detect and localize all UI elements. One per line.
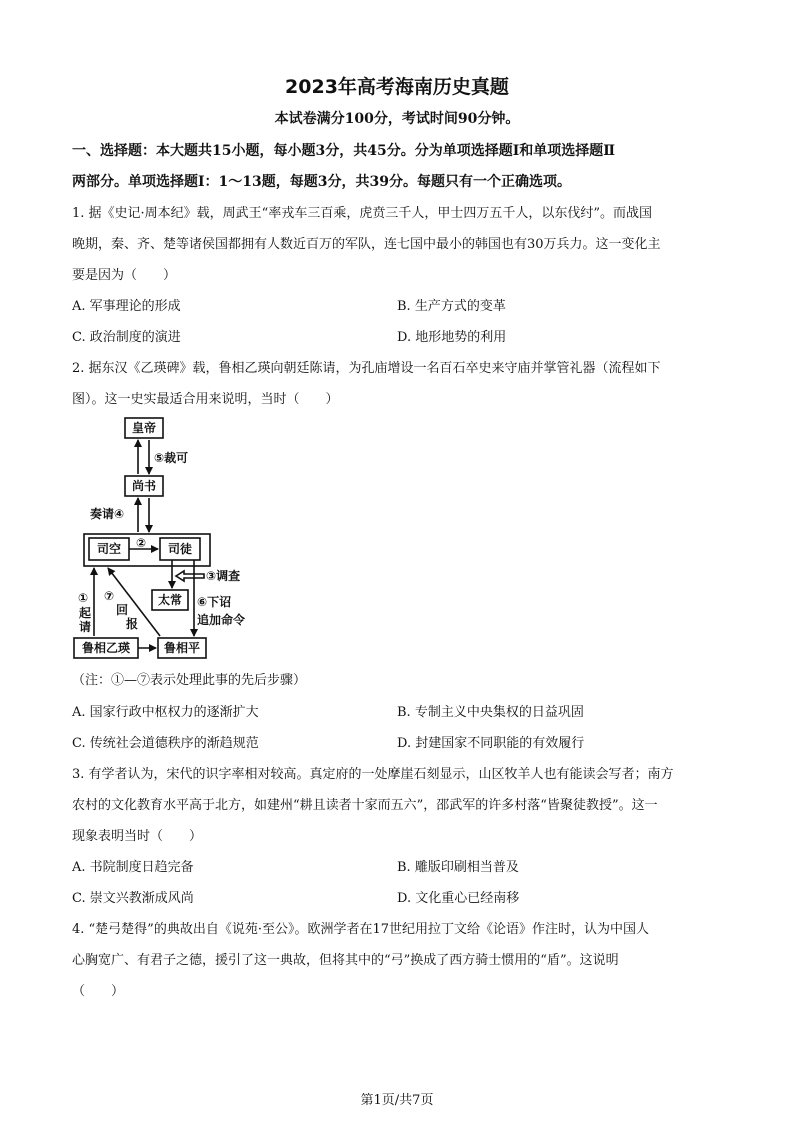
label-step1-b: 请 — [79, 620, 92, 634]
label-step7-a: 回 — [116, 603, 129, 617]
q1-option-b[interactable]: B. 生产方式的变革 — [397, 299, 506, 314]
q2-line: 2. 据东汉《乙瑛碑》载，鲁相乙瑛向朝廷陈请，为孔庙增设一名百石卒史来守庙并掌管礼器（流程如下 — [72, 361, 661, 376]
label-step4: 奏请④ — [90, 507, 125, 521]
q3-option-b[interactable]: B. 雕版印刷相当普及 — [397, 860, 519, 875]
label-step1-num: ① — [78, 591, 89, 605]
q2-option-c[interactable]: C. 传统社会道德秩序的渐趋规范 — [72, 736, 259, 751]
q2-option-b[interactable]: B. 专制主义中央集权的日益巩固 — [397, 705, 584, 720]
label-step5: ⑤裁可 — [154, 451, 189, 465]
q4-line: 心胸宽广、有君子之德，援引了这一典故，但将其中的“弓”换成了西方骑士惯用的“盾”。这说明 — [72, 953, 619, 968]
label-step6b: 追加命令 — [197, 613, 246, 627]
process-flow-diagram — [72, 414, 272, 664]
page-title: 2023年高考海南历史真题 — [285, 76, 509, 98]
exam-subtitle: 本试卷满分100分，考试时间90分钟。 — [274, 111, 520, 127]
section-heading-line2: 两部分。单项选择题Ⅰ：1～13题，每题3分，共39分。每题只有一个正确选项。 — [72, 174, 571, 190]
q3-line: 现象表明当时（ ） — [72, 829, 203, 844]
q1-line: 1. 据《史记·周本纪》载，周武王“率戎车三百乘，虎贲三千人，甲士四万五千人，以东伐纣”。而战国 — [72, 206, 652, 221]
step3-hollow-arrow — [176, 571, 204, 581]
node-luxiangping: 鲁相平 — [163, 641, 201, 655]
q1-line: 要是因为（ ） — [72, 268, 177, 283]
label-step1-a: 起 — [79, 606, 92, 620]
label-step2: ② — [136, 536, 147, 550]
q3-option-a[interactable]: A. 书院制度日趋完备 — [72, 860, 194, 875]
node-sikong: 司空 — [96, 542, 122, 556]
q3-option-d[interactable]: D. 文化重心已经南移 — [397, 891, 520, 906]
q1-option-a[interactable]: A. 军事理论的形成 — [72, 299, 181, 314]
q2-option-d[interactable]: D. 封建国家不同职能的有效履行 — [397, 736, 585, 751]
q1-option-c[interactable]: C. 政治制度的演进 — [72, 330, 181, 345]
node-emperor: 皇帝 — [131, 421, 157, 435]
q2-line: 图）。这一史实最适合用来说明，当时（ ） — [72, 392, 339, 407]
label-step7-b: 报 — [126, 617, 139, 631]
page-number: 第1页/共7页 — [360, 1093, 434, 1108]
q1-option-d[interactable]: D. 地形地势的利用 — [397, 330, 507, 345]
label-step3: ③调查 — [206, 569, 241, 583]
node-yiying: 鲁相乙瑛 — [81, 641, 131, 655]
q3-option-c[interactable]: C. 崇文兴教渐成风尚 — [72, 891, 194, 906]
q3-line: 3. 有学者认为，宋代的识字率相对较高。真定府的一处摩崖石刻显示，山区牧羊人也有能读会写者；南方 — [72, 767, 674, 782]
label-step7-num: ⑦ — [104, 589, 115, 603]
q4-line: 4. “楚弓楚得”的典故出自《说苑·至公》。欧洲学者在17世纪用拉丁文给《论语》作注时，认为中国人 — [72, 922, 650, 937]
q2-note: （注：①—⑦表示处理此事的先后步骤） — [72, 673, 307, 688]
node-shangshu: 尚书 — [131, 479, 157, 493]
node-taichang: 太常 — [157, 593, 183, 607]
q3-line: 农村的文化教育水平高于北方，如建州“耕且读者十家而五六”，邵武军的许多村落“皆聚徒教授”。这一 — [72, 798, 658, 813]
q2-option-a[interactable]: A. 国家行政中枢权力的逐渐扩大 — [72, 705, 259, 720]
q4-line: （ ） — [72, 984, 125, 999]
label-step6a: ⑥下诏 — [197, 595, 232, 609]
node-situ: 司徒 — [167, 542, 193, 556]
q1-line: 晚期，秦、齐、楚等诸侯国都拥有人数近百万的军队，连七国中最小的韩国也有30万兵力。这一变化主 — [72, 237, 661, 252]
section-heading-line1: 一、选择题：本大题共15小题，每小题3分，共45分。分为单项选择题Ⅰ和单项选择题Ⅱ — [72, 143, 616, 159]
